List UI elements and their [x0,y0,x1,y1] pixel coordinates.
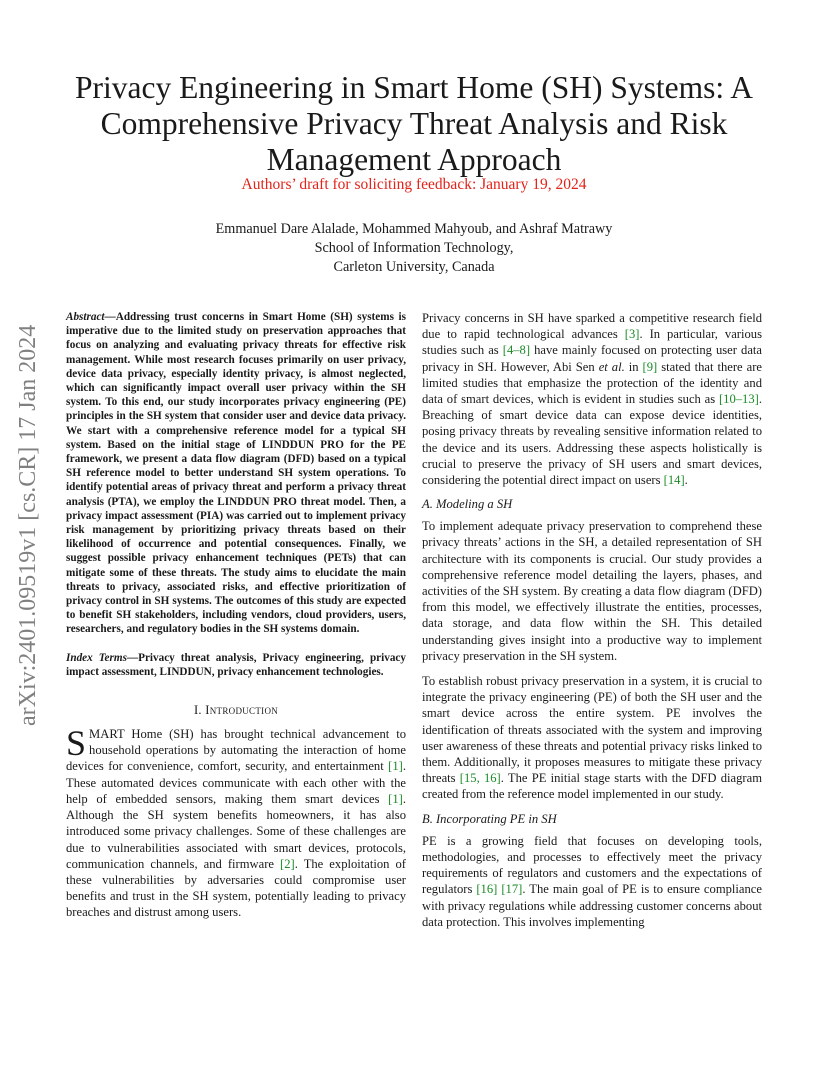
citation-link[interactable]: [4–8] [502,343,531,358]
citation-link[interactable]: [2] [280,856,295,871]
author-names: Emmanuel Dare Alalade, Mohammed Mahyoub, and Ashraf Matrawy [215,221,613,237]
subsection-heading-incorporating: B. Incorporating PE in SH [422,811,557,826]
citation-link[interactable]: [16] [476,882,498,897]
drop-cap: S [66,723,87,764]
modeling-paragraph-1: To implement adequate privacy preservation to comprehend these privacy threats’ actions in the SH, a detailed representation of SH architecture with its components is crucial. Our study provides a comprehensive reference model detailing the layers, phases, and activities of the SH system. By creating a data flow diagram (DFD) from this model, we effectively illustrate the entities, processes, data storage, and data flow within the SH. This detailed understanding gives insight into a productive way to implement privacy preservation in the SH system. [422,519,762,663]
draft-note: Authors’ draft for soliciting feedback: January 19, 2024 [241,176,587,193]
citation-link[interactable]: [17] [501,882,523,897]
citation-link[interactable]: [1] [388,791,403,806]
incorporating-paragraph [422,833,762,930]
text-segment: . [684,473,688,488]
intro-text-3: . Although the SH system benefits homeowners, it has also introduced some privacy challenges. Some of these challenges are due to vulnerabilities associated with smart devices, protocols, communication channels, and firmware [66,791,406,871]
et-al: et al. [598,359,625,374]
index-terms-text: —Privacy threat analysis, Privacy engineering, privacy impact assessment, LINDDUN, privacy enhancement technologies. [66,651,406,678]
index-terms-label: Index Terms [66,651,127,664]
text-segment: stated that there are limited studies that emphasize the protection of the identity and data of smart devices, which is evident in studies such as [422,359,762,407]
arxiv-stamp: arXiv:2401.09519v1 [cs.CR] 17 Jan 2024 [15,324,41,726]
citation-link[interactable]: [9] [642,359,658,374]
section-number: I. [193,703,206,718]
text-segment: Privacy concerns in SH have sparked a competitive research field due to rapid technological advances [422,311,762,342]
modeling-paragraph-2 [422,673,762,803]
right-column [422,310,762,930]
paper-title: Privacy Engineering in Smart Home (SH) Systems: A Comprehensive Privacy Threat Analysis and Risk Management Approach [74,70,754,177]
text-segment: . In particular, various studies such as [422,327,762,358]
section-heading-introduction [66,703,406,718]
subsection-heading-modeling: A. Modeling a SH [422,497,513,512]
intro-text-4: . The exploitation of these vulnerabilities by adversaries could compromise user benefits and trust in the SH system, potentially leading to privacy breaches and distrust among users. [66,856,406,920]
text-segment: PE is a growing field that focuses on developing tools, methodologies, and processes to effectively meet the privacy requirements of regulators and customers and the expectations of regulators [422,833,762,897]
citation-link[interactable]: [10–13] [718,392,759,407]
text-segment: . Breaching of smart device data can expose device identities, posing privacy threats by revealing sensitive information related to the device and its users. Addressing these aspects holistically is crucial to preserve the privacy of SH users and smart devices, considering the potential direct impact on users [422,392,762,488]
abstract-label: Abstract [66,311,105,323]
intro-text-2: . These automated devices communicate with each other with the help of embedded sensors, making them smart devices [66,759,406,806]
abstract [66,310,406,637]
privacy-concerns-paragraph [422,310,762,488]
text-segment: . The PE initial stage starts with the DFD diagram created from the reference model implemented in our study. [422,771,763,802]
citation-link[interactable]: [1] [388,759,403,774]
left-column [66,310,406,921]
author-department: School of Information Technology, [314,240,514,256]
citation-link[interactable]: [3] [624,327,640,342]
citation-link[interactable]: [14] [663,473,685,488]
intro-paragraph [66,723,406,920]
intro-text-1: MART Home (SH) has brought technical advancement to household operations by automating the interaction of home devices for convenience, comfort, security, and entertainment [66,727,406,774]
text-segment: in [624,359,643,374]
abstract-text: —Addressing trust concerns in Smart Home (SH) systems is imperative due to the limited study on preservation approaches that focus on analyzing and evaluating privacy threats for effective risk management. While most research focuses primarily on user privacy, device data privacy, especially identity privacy, is almost neglected, which can significantly impact overall user privacy within the SH system. To this end, our study incorporates privacy engineering (PE) principles in the SH system that consider user and device data privacy. We start with a comprehensive reference model for a typical SH system. Based on the initial stage of LINDDUN PRO for the PE framework, we present a data flow diagram (DFD) based on a typical SH reference model to better understand SH system operations. To identify potential areas of privacy threat and perform a privacy threat analysis (PTA), we employ the LINDDUN PRO threat model. Then, a privacy impact assessment (PIA) was carried out to implement privacy risk management by prioritizing privacy threats based on their likelihood of occurrence and potential consequences. Finally, we suggest possible privacy enhancement techniques (PETs) that can mitigate some of these threats. The study aims to elucidate the main threats to privacy, associated risks, and effective prioritization of privacy control in SH systems. The outcomes of this study are expected to benefit SH stakeholders, including vendors, cloud providers, users, researchers, and regulatory bodies in the SH systems domain. [66,311,406,636]
citation-link[interactable]: [15, 16] [459,771,501,786]
text-segment: have mainly focused on protecting user data privacy in SH. However, Abi Sen [422,343,762,374]
text-segment: . The main goal of PE is to ensure compliance with privacy regulations while addressing customer concerns about data protection. This involves implementing [422,882,762,929]
index-terms [66,651,406,679]
author-block [40,220,788,277]
text-segment: To establish robust privacy preservation in a system, it is crucial to integrate the privacy engineering (PE) of both the SH user and the smart device across the entire system. PE involves the identification of threats associated with the system and improving user awareness of these threats and potential privacy risks linked to them. Additionally, it proposes measures to mitigate these privacy threats [422,674,762,786]
author-university: Carleton University, Canada [333,259,495,275]
section-title: Introduction [205,703,279,718]
